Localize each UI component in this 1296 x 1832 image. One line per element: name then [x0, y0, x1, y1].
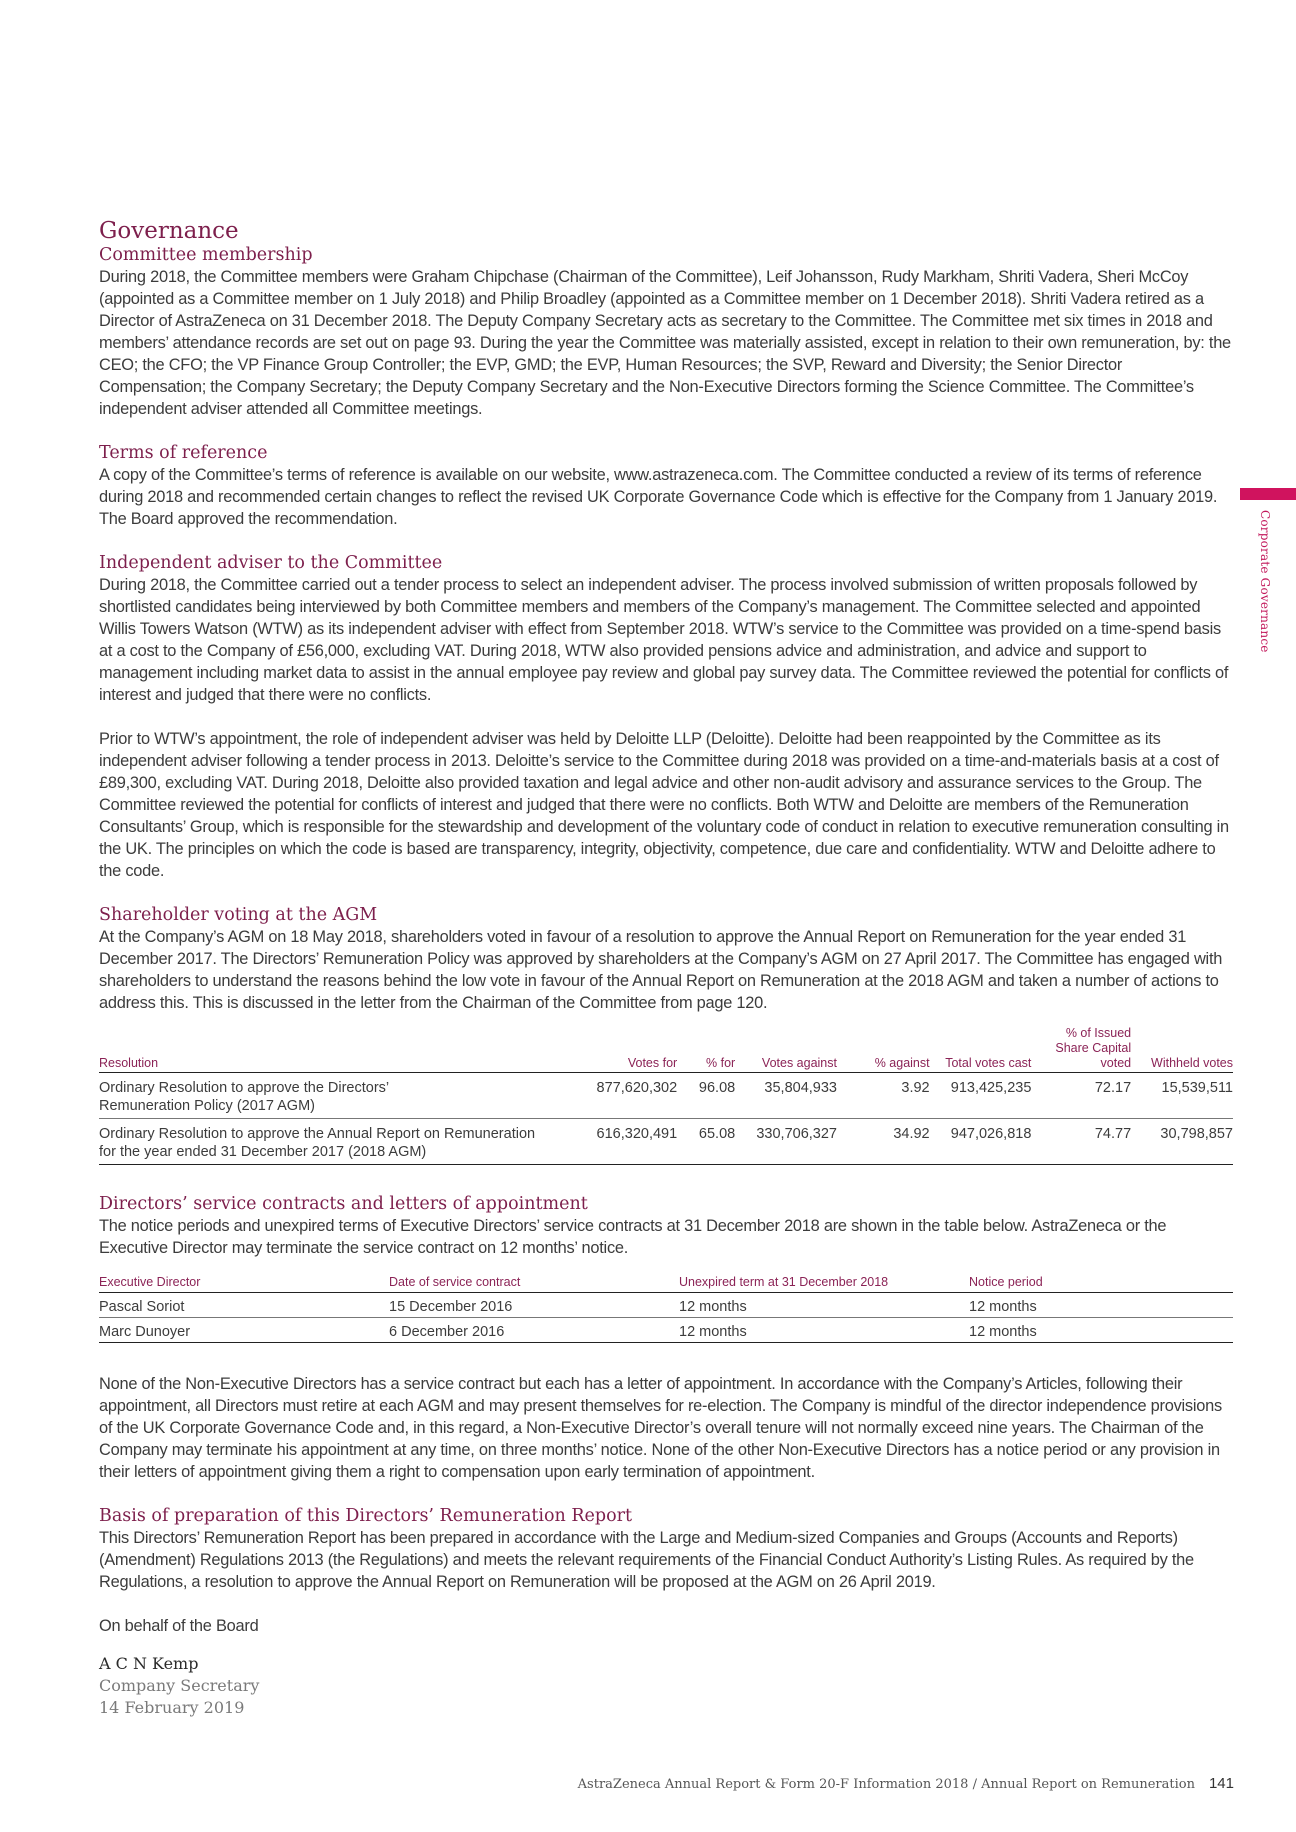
page-content: [99, 218, 1233, 1719]
signature-block: [99, 1653, 1233, 1719]
resolution-cell: Ordinary Resolution to approve the Directors’ Remuneration Policy (2017 AGM): [99, 1073, 577, 1119]
col-pct-issued: % of Issued Share Capital voted: [1031, 1026, 1131, 1073]
committee-text: During 2018, the Committee members were Graham Chipchase (Chairman of the Committee), Leif Johansson, Rudy Markham, Shriti Vadera, Sheri McCoy (appointed as a Committee member on 1 July 2018) and Philip Broadley (appointed as a Committee member on 1 December 2018). Shriti Vadera retired as a Director of AstraZeneca on 31 December 2018. The Deputy Company Secretary acts as secretary to the Committee. The Committee met six times in 2018 and members’ attendance records are set out on page 93. During the year the Committee was materially assisted, except in relation to their own remuneration, by: the CEO; the CFO; the VP Finance Group Controller; the EVP, GMD; the EVP, Human Resources; the SVP, Reward and Diversity; the Senior Director Compensation; the Company Secretary; the Deputy Company Secretary and the Non-Executive Directors forming the Science Committee. The Committee’s independent adviser attended all Committee meetings.: [99, 268, 1231, 418]
col-total-votes: Total votes cast: [930, 1026, 1032, 1073]
director-name-cell: Pascal Soriot: [99, 1293, 389, 1318]
page-number: 141: [1208, 1775, 1234, 1792]
col-pct-against: % against: [837, 1026, 930, 1073]
table-row: [99, 1119, 1233, 1165]
col-executive-director: Executive Director: [99, 1275, 389, 1293]
signatory-name: A C N Kemp: [99, 1654, 199, 1673]
total-votes-cell: 913,425,235: [930, 1073, 1032, 1119]
withheld-cell: 30,798,857: [1131, 1119, 1233, 1165]
table-row: [99, 1073, 1233, 1119]
col-unexpired-term: Unexpired term at 31 December 2018: [679, 1275, 969, 1293]
col-contract-date: Date of service contract: [389, 1275, 679, 1293]
on-behalf-text: On behalf of the Board: [99, 1617, 259, 1635]
sidebar-section-label: Corporate Governance: [1258, 510, 1272, 653]
adviser-text-2: Prior to WTW’s appointment, the role of independent adviser was held by Deloitte LLP (Deloitte). Deloitte had been reappointed by the Committee as its independent adviser following a tender process in 2013. Deloitte’s service to the Committee during 2018 was provided on a time-and-materials basis at a cost of £89,300, excluding VAT. During 2018, Deloitte also provided taxation and legal advice and other non-audit advisory and assurance services to the Group. The Committee reviewed the potential for conflicts of interest and judged that there were no conflicts. Both WTW and Deloitte are members of the Remuneration Consultants’ Group, which is responsible for the stewardship and development of the voluntary code of conduct in relation to executive remuneration consulting in the UK. The principles on which the code is based are transparency, integrity, objectivity, competence, due care and confidentiality. WTW and Deloitte adhere to the code.: [99, 730, 1229, 880]
unexpired-term-cell: 12 months: [679, 1293, 969, 1318]
sidebar-accent-bar: [1240, 488, 1296, 500]
resolution-cell: Ordinary Resolution to approve the Annual Report on Remuneration for the year ended 31 December 2017 (2018 AGM): [99, 1119, 577, 1165]
pct-against-cell: 34.92: [837, 1119, 930, 1165]
page-footer: [578, 1775, 1234, 1792]
voting-text: At the Company’s AGM on 18 May 2018, shareholders voted in favour of a resolution to approve the Annual Report on Remuneration for the year ended 31 December 2017. The Directors’ Remuneration Policy was approved by shareholders at the Company’s AGM on 27 April 2017. The Committee has engaged with shareholders to understand the reasons behind the low vote in favour of the Annual Report on Remuneration at the 2018 AGM and taken a number of actions to address this. This is discussed in the letter from the Chairman of the Committee from page 120.: [99, 928, 1223, 1012]
votes-against-cell: 330,706,327: [735, 1119, 837, 1165]
total-votes-cell: 947,026,818: [930, 1119, 1032, 1165]
unexpired-term-cell: 12 months: [679, 1318, 969, 1343]
signatory-role: Company Secretary: [99, 1676, 260, 1695]
pct-issued-cell: 72.17: [1031, 1073, 1131, 1119]
col-votes-against: Votes against: [735, 1026, 837, 1073]
pct-issued-cell: 74.77: [1031, 1119, 1131, 1165]
col-resolution: Resolution: [99, 1026, 577, 1073]
contracts-heading: Directors’ service contracts and letters of appointment: [99, 1194, 588, 1214]
adviser-text-1: During 2018, the Committee carried out a tender process to select an independent adviser. The process involved submission of written proposals followed by shortlisted candidates being interviewed by both Committee members and members of the Company’s management. The Committee selected and appointed Willis Towers Watson (WTW) as its independent adviser with effect from September 2018. WTW’s service to the Committee was provided on a time-spend basis at a cost to the Company of £56,000, excluding VAT. During 2018, WTW also provided pensions advice and administration, and advice and support to management including market data to assist in the annual employee pay review and global pay survey data. The Committee reviewed the potential for conflicts of interest and judged that there were no conflicts.: [99, 576, 1229, 704]
voting-table: [99, 1026, 1233, 1165]
col-notice-period: Notice period: [969, 1275, 1233, 1293]
committee-heading: Committee membership: [99, 245, 313, 265]
contract-date-cell: 6 December 2016: [389, 1318, 679, 1343]
contracts-table: [99, 1275, 1233, 1343]
basis-text: This Directors’ Remuneration Report has been prepared in accordance with the Large and Medium-sized Companies and Groups (Accounts and Reports) (Amendment) Regulations 2013 (the Regulations) and meets the relevant requirements of the Financial Conduct Authority’s Listing Rules. As required by the Regulations, a resolution to approve the Annual Report on Remuneration will be proposed at the AGM on 26 April 2019.: [99, 1529, 1194, 1591]
director-name-cell: Marc Dunoyer: [99, 1318, 389, 1343]
votes-against-cell: 35,804,933: [735, 1073, 837, 1119]
contracts-table-header: [99, 1275, 1233, 1293]
voting-table-header: [99, 1026, 1233, 1073]
votes-for-cell: 877,620,302: [577, 1073, 677, 1119]
terms-text: A copy of the Committee’s terms of reference is available on our website, www.astrazeneca.com. The Committee conducted a review of its terms of reference during 2018 and recommended certain changes to reflect the revised UK Corporate Governance Code which is effective for the Company from 1 January 2019. The Board approved the recommendation.: [99, 466, 1218, 528]
footer-text: AstraZeneca Annual Report & Form 20-F Information 2018 / Annual Report on Remuneration: [577, 1777, 1195, 1792]
contracts-text: The notice periods and unexpired terms of Executive Directors’ service contracts at 31 December 2018 are shown in the table below. AstraZeneca or the Executive Director may terminate the service contract on 12 months’ notice.: [99, 1217, 1167, 1257]
table-row: [99, 1318, 1233, 1343]
table-row: [99, 1293, 1233, 1318]
signature-date: 14 February 2019: [99, 1698, 245, 1717]
section-title: Governance: [99, 218, 239, 244]
withheld-cell: 15,539,511: [1131, 1073, 1233, 1119]
pct-for-cell: 65.08: [677, 1119, 735, 1165]
basis-heading: Basis of preparation of this Directors’ Remuneration Report: [99, 1506, 633, 1526]
col-pct-for: % for: [677, 1026, 735, 1073]
notice-period-cell: 12 months: [969, 1318, 1233, 1343]
voting-heading: Shareholder voting at the AGM: [99, 905, 378, 925]
terms-heading: Terms of reference: [99, 443, 268, 463]
pct-against-cell: 3.92: [837, 1073, 930, 1119]
pct-for-cell: 96.08: [677, 1073, 735, 1119]
col-votes-for: Votes for: [577, 1026, 677, 1073]
notice-period-cell: 12 months: [969, 1293, 1233, 1318]
non-executive-text: None of the Non-Executive Directors has a service contract but each has a letter of appointment. In accordance with the Company’s Articles, following their appointment, all Directors must retire at each AGM and may present themselves for re-election. The Company is mindful of the director independence provisions of the UK Corporate Governance Code and, in this regard, a Non-Executive Director’s overall tenure will not normally exceed nine years. The Chairman of the Company may terminate his appointment at any time, on three months’ notice. None of the other Non-Executive Directors has a notice period or any provision in their letters of appointment giving them a right to compensation upon early termination of appointment.: [99, 1375, 1222, 1481]
contract-date-cell: 15 December 2016: [389, 1293, 679, 1318]
votes-for-cell: 616,320,491: [577, 1119, 677, 1165]
col-withheld: Withheld votes: [1131, 1026, 1233, 1073]
adviser-heading: Independent adviser to the Committee: [99, 553, 443, 573]
